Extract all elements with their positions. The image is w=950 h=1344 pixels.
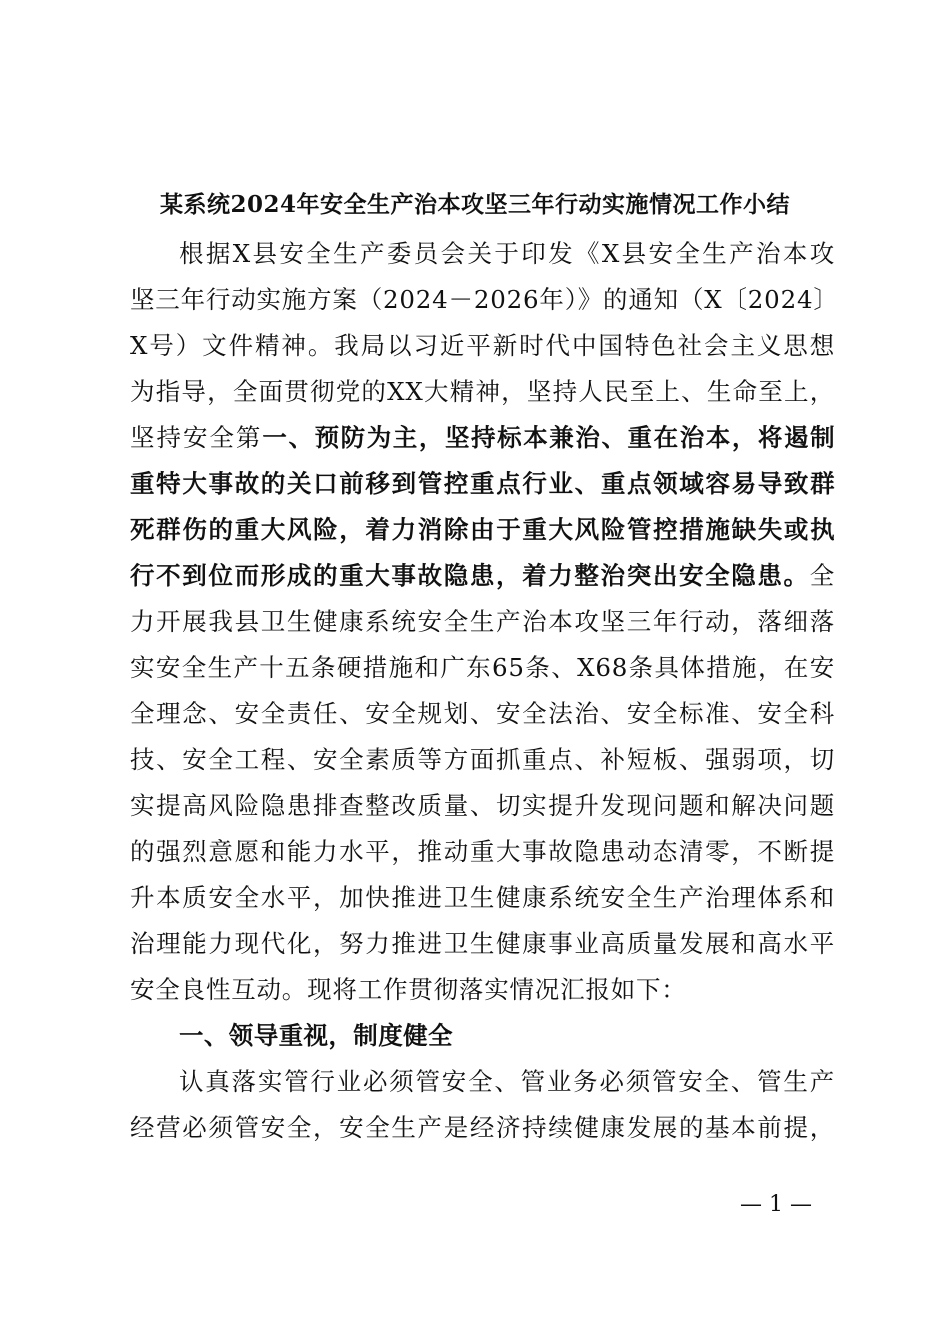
paragraph-line: X号）文件精神。我局以习近平新时代中国特色社会主义思想 [130, 331, 835, 360]
paragraph-line: 力开展我县卫生健康系统安全生产治本攻坚三年行动，落细落 [130, 607, 835, 636]
page-number: — 1 — [740, 1192, 812, 1217]
bold-text: 重特大事故的关口前移到管控重点行业、重点领域容易导致群 [130, 469, 835, 498]
paragraph-line: 经营必须管安全，安全生产是经济持续健康发展的基本前提， [130, 1113, 835, 1142]
paragraph-line: 坚持安全第一、预防为主，坚持标本兼治、重在治本，将遏制 [130, 423, 835, 452]
document-title: 某系统2024年安全生产治本攻坚三年行动实施情况工作小结 [159, 191, 790, 218]
paragraph-line: 认真落实管行业必须管安全、管业务必须管安全、管生产 [179, 1067, 835, 1096]
paragraph-line: 为指导，全面贯彻党的XX大精神，坚持人民至上、生命至上， [130, 377, 835, 406]
bold-text: 一、预防为主，坚持标本兼治、重在治本，将遏制 [262, 423, 835, 452]
paragraph-line: 根据X县安全生产委员会关于印发《X县安全生产治本攻 [179, 239, 835, 268]
paragraph-line: 升本质安全水平，加快推进卫生健康系统安全生产治理体系和 [130, 883, 835, 912]
paragraph-line [130, 461, 835, 507]
paragraph-line: 的强烈意愿和能力水平，推动重大事故隐患动态清零，不断提 [130, 837, 835, 866]
bold-text: 行不到位而形成的重大事故隐患，着力整治突出安全隐患。 [130, 561, 810, 590]
paragraph-line: 实提高风险隐患排查整改质量、切实提升发现问题和解决问题 [130, 791, 835, 820]
document-body [130, 231, 839, 1151]
paragraph-line [130, 507, 835, 553]
bold-text: 死群伤的重大风险，着力消除由于重大风险管控措施缺失或执 [130, 515, 835, 544]
paragraph-line: 坚三年行动实施方案（2024－2026年）》的通知（X〔2024〕 [130, 285, 839, 314]
paragraph-line: 治理能力现代化，努力推进卫生健康事业高质量发展和高水平 [130, 929, 835, 958]
paragraph-line: 技、安全工程、安全素质等方面抓重点、补短板、强弱项，切 [130, 745, 835, 774]
paragraph-line: 全理念、安全责任、安全规划、安全法治、安全标准、安全科 [130, 699, 835, 728]
section-heading: 一、领导重视，制度健全 [179, 1021, 453, 1050]
paragraph-line: 行不到位而形成的重大事故隐患，着力整治突出安全隐患。全 [130, 561, 835, 590]
paragraph-line: 实安全生产十五条硬措施和广东65条、X68条具体措施，在安 [130, 653, 835, 682]
paragraph-line: 安全良性互动。现将工作贯彻落实情况汇报如下： [130, 975, 687, 1004]
